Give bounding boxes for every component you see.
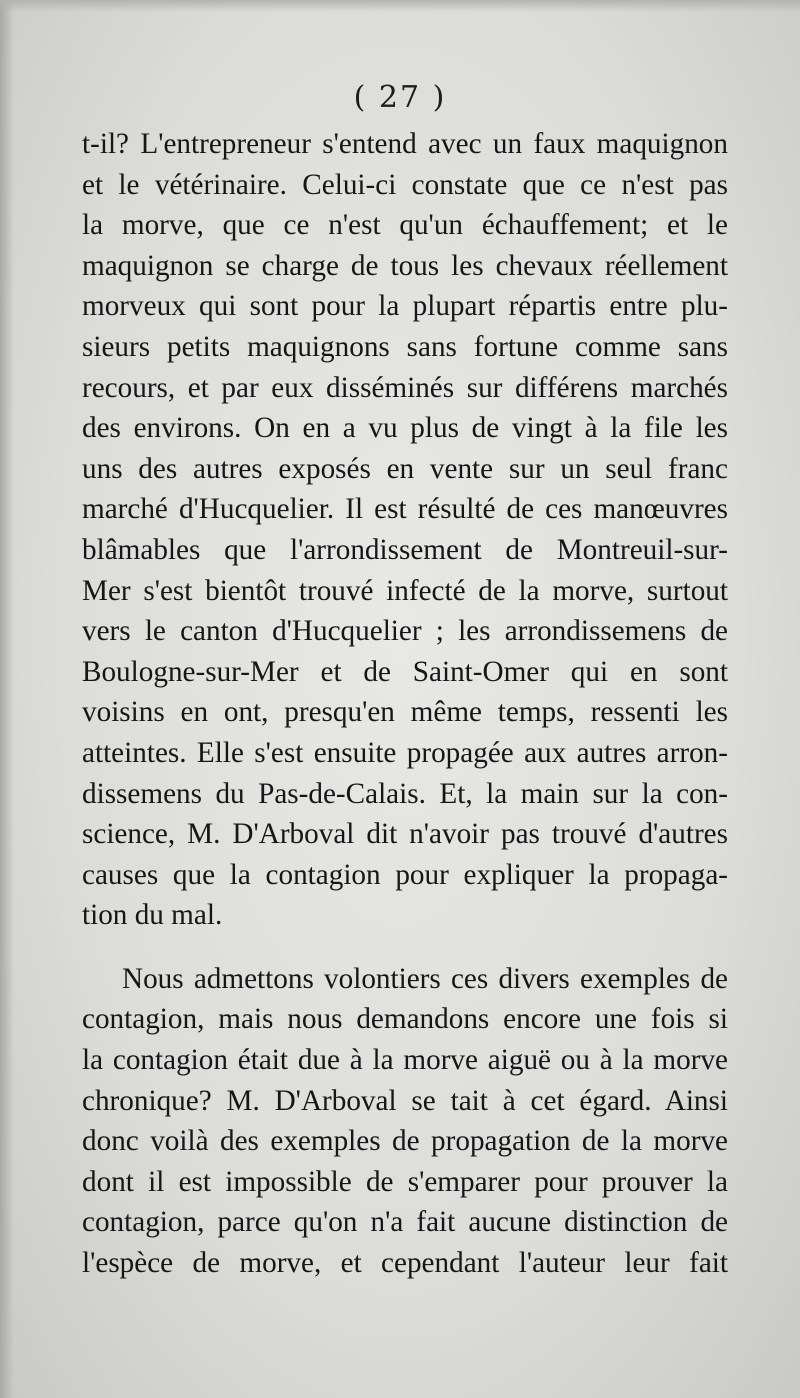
text-line: Mer s'est bientôt trouvé infecté de la morve, surtout bbox=[82, 574, 728, 607]
text-line: atteintes. Elle s'est ensuite propagée aux autres arron- bbox=[82, 736, 728, 769]
text-line: voisins en ont, presqu'en même temps, ressenti les bbox=[82, 696, 728, 729]
text-line: uns des autres exposés en vente sur un seul franc bbox=[82, 452, 728, 485]
page-left-shadow bbox=[0, 0, 14, 1398]
paragraph-1 bbox=[82, 124, 728, 936]
paragraph-2 bbox=[82, 959, 728, 1284]
text-line: morveux qui sont pour la plupart répartis entre plu- bbox=[82, 290, 728, 323]
text-line: tion du mal. bbox=[82, 899, 223, 932]
text-line: des environs. On en a vu plus de vingt à la file les bbox=[82, 412, 728, 445]
page-top-shadow bbox=[0, 0, 800, 12]
text-line: dont il est impossible de s'emparer pour prouver la bbox=[82, 1165, 728, 1198]
text-line: et le vétérinaire. Celui-ci constate que ce n'est pas bbox=[82, 168, 728, 201]
text-line: contagion, parce qu'on n'a fait aucune distinction de bbox=[82, 1206, 728, 1239]
text-line: donc voilà des exemples de propagation de la morve bbox=[82, 1125, 728, 1158]
text-line: science, M. D'Arboval dit n'avoir pas trouvé d'autres bbox=[82, 818, 728, 851]
text-line: chronique? M. D'Arboval se tait à cet égard. Ainsi bbox=[82, 1084, 728, 1117]
text-line: recours, et par eux disséminés sur différens marchés bbox=[82, 371, 728, 404]
text-line: t-il? L'entrepreneur s'entend avec un faux maquignon bbox=[82, 128, 728, 160]
page-number: ( 27 ) bbox=[353, 80, 447, 115]
body-text bbox=[82, 124, 728, 1284]
text-line: dissemens du Pas-de-Calais. Et, la main sur la con- bbox=[82, 777, 728, 810]
text-line: vers le canton d'Hucquelier ; les arrondissemens de bbox=[82, 615, 728, 648]
paragraph-spacer bbox=[82, 936, 728, 959]
text-line: marché d'Hucquelier. Il est résulté de ces manœuvres bbox=[82, 493, 728, 526]
text-line: sieurs petits maquignons sans fortune comme sans bbox=[82, 330, 728, 363]
text-line: causes que la contagion pour expliquer la propaga- bbox=[82, 858, 728, 891]
text-line: Boulogne-sur-Mer et de Saint-Omer qui en sont bbox=[82, 655, 728, 688]
text-line: l'espèce de morve, et cependant l'auteur leur fait bbox=[82, 1247, 728, 1280]
text-line: maquignon se charge de tous les chevaux réellement bbox=[82, 249, 728, 282]
text-line: Nous admettons volontiers ces divers exemples de bbox=[122, 962, 728, 995]
text-line: la morve, que ce n'est qu'un échauffement; et le bbox=[82, 209, 728, 242]
text-line: blâmables que l'arrondissement de Montreuil-sur- bbox=[82, 533, 728, 566]
text-line: la contagion était due à la morve aiguë ou à la morve bbox=[82, 1044, 728, 1077]
text-line: contagion, mais nous demandons encore une fois si bbox=[82, 1003, 728, 1036]
